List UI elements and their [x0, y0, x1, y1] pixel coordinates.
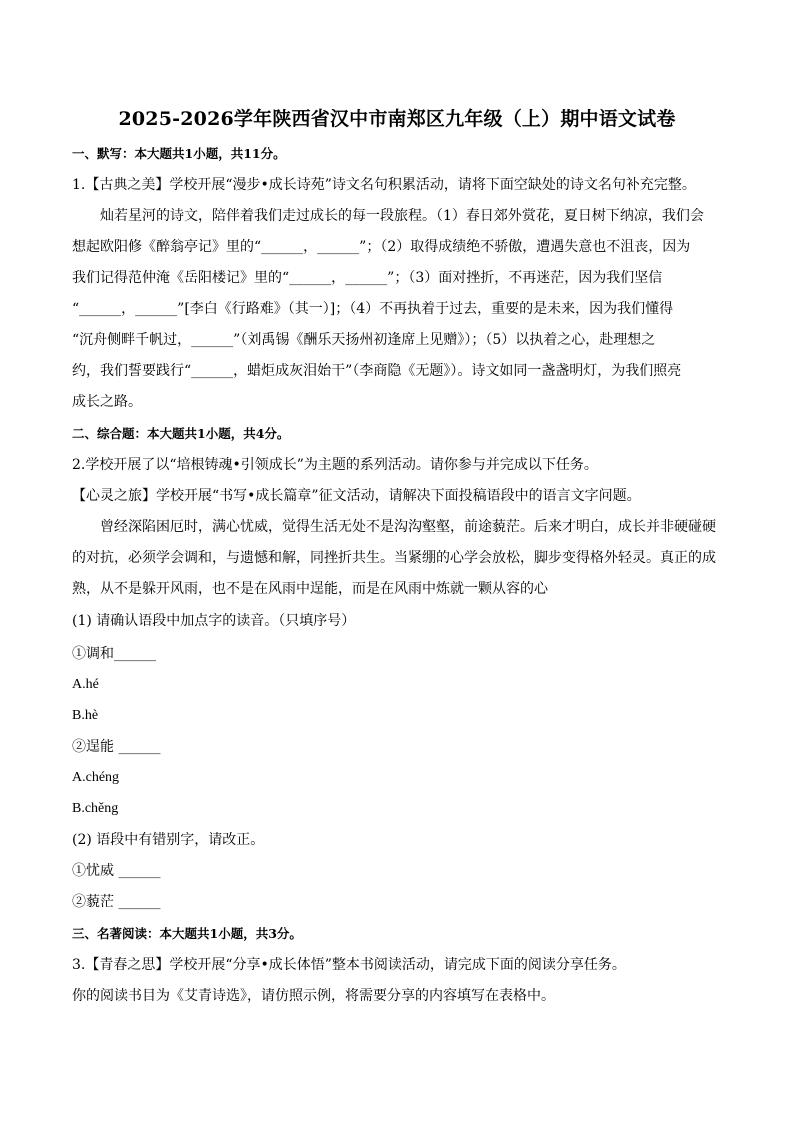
answer-item: ②藐茫 ______ [72, 894, 161, 910]
question-2-task: 【心灵之旅】学校开展“书写•成长篇章”征文活动，请解决下面投稿语段中的语言文字问题。 [72, 488, 641, 504]
question-2-passage-line: 的对抗，必须学会调和，与遗憾和解，同挫折共生。当紧绷的心学会放松，脚步变得格外轻灵。真正的成 [72, 550, 716, 566]
section-label: 三、名著阅读： [72, 926, 160, 941]
section-heading-3 [72, 925, 732, 943]
question-2-stem: 2.学校开展了以“培根铸魂•引领成长”为主题的系列活动。请你参与并完成以下任务。 [72, 457, 598, 473]
question-2-passage-line: 熟，从不是躲开风雨，也不是在风雨中逞能，而是在风雨中炼就一颗从容的心 [72, 581, 548, 597]
question-1-line: 灿若星河的诗文，陪伴着我们走过成长的每一段旅程。（1）春日郊外赏花，夏日树下纳凉，我们会 [100, 208, 704, 224]
question-1-line: 成长之路。 [72, 394, 142, 410]
section-desc: 本大题共1小题，共4分。 [147, 426, 290, 441]
question-1-stem: 1.【古典之美】学校开展“漫步•成长诗苑”诗文名句积累活动，请将下面空缺处的诗文名句补充完整。 [72, 177, 696, 193]
section-heading-1 [72, 145, 732, 163]
answer-item: ①忧威 ______ [72, 863, 161, 879]
page-title: 2025-2026学年陕西省汉中市南郑区九年级（上）期中语文试卷 [118, 108, 676, 130]
section-label: 一、默写： [72, 146, 135, 161]
question-1-line: 约，我们誓要践行“______，蜡炬成灰泪始干”（李商隐《无题》）。诗文如同一盏盏明灯，为我们照亮 [72, 363, 682, 379]
sub-question-2: (2) 语段中有错别字，请改正。 [72, 832, 265, 848]
option-a: A.chéng [72, 770, 120, 785]
question-1-line: 想起欧阳修《醉翁亭记》里的“______，______”；（2）取得成绩绝不骄傲，遭遇失意也不沮丧，因为 [72, 239, 691, 255]
option-a: A.hé [72, 677, 99, 692]
sub-question-1: (1) 请确认语段中加点字的读音。（只填序号） [72, 613, 356, 629]
option-b: B.hè [72, 708, 99, 723]
answer-item: ②逞能 ______ [72, 739, 161, 755]
section-desc: 本大题共1小题，共3分。 [159, 926, 302, 941]
question-3-stem: 3.【青春之思】学校开展“分享•成长体悟”整本书阅读活动，请完成下面的阅读分享任务。 [72, 957, 626, 973]
question-2-passage-line: 曾经深陷困厄时，满心忧威，觉得生活无处不是沟沟壑壑，前途藐茫。后来才明白，成长并非硬碰硬 [100, 519, 716, 535]
question-1-line: “______，______”[李白《行路难》（其一）]；（4）不再执着于过去，重要的是未来，因为我们懂得 [72, 301, 674, 317]
question-1-line: 我们记得范仲淹《岳阳楼记》里的“______，______”；（3）面对挫折，不再迷茫，因为我们坚信 [72, 270, 663, 286]
question-3-line: 你的阅读书目为《艾青诗选》，请仿照示例，将需要分享的内容填写在表格中。 [72, 988, 555, 1004]
section-label: 二、综合题： [72, 426, 148, 441]
question-1-line: “沉舟侧畔千帆过，______”（刘禹锡《酬乐天扬州初逢席上见赠》）；（5）以执着之心，赴理想之 [72, 332, 656, 348]
section-heading-2 [72, 425, 732, 443]
option-b: B.chěng [72, 801, 119, 816]
answer-item: ①调和______ [72, 646, 156, 662]
section-desc: 本大题共1小题，共11分。 [134, 146, 286, 161]
